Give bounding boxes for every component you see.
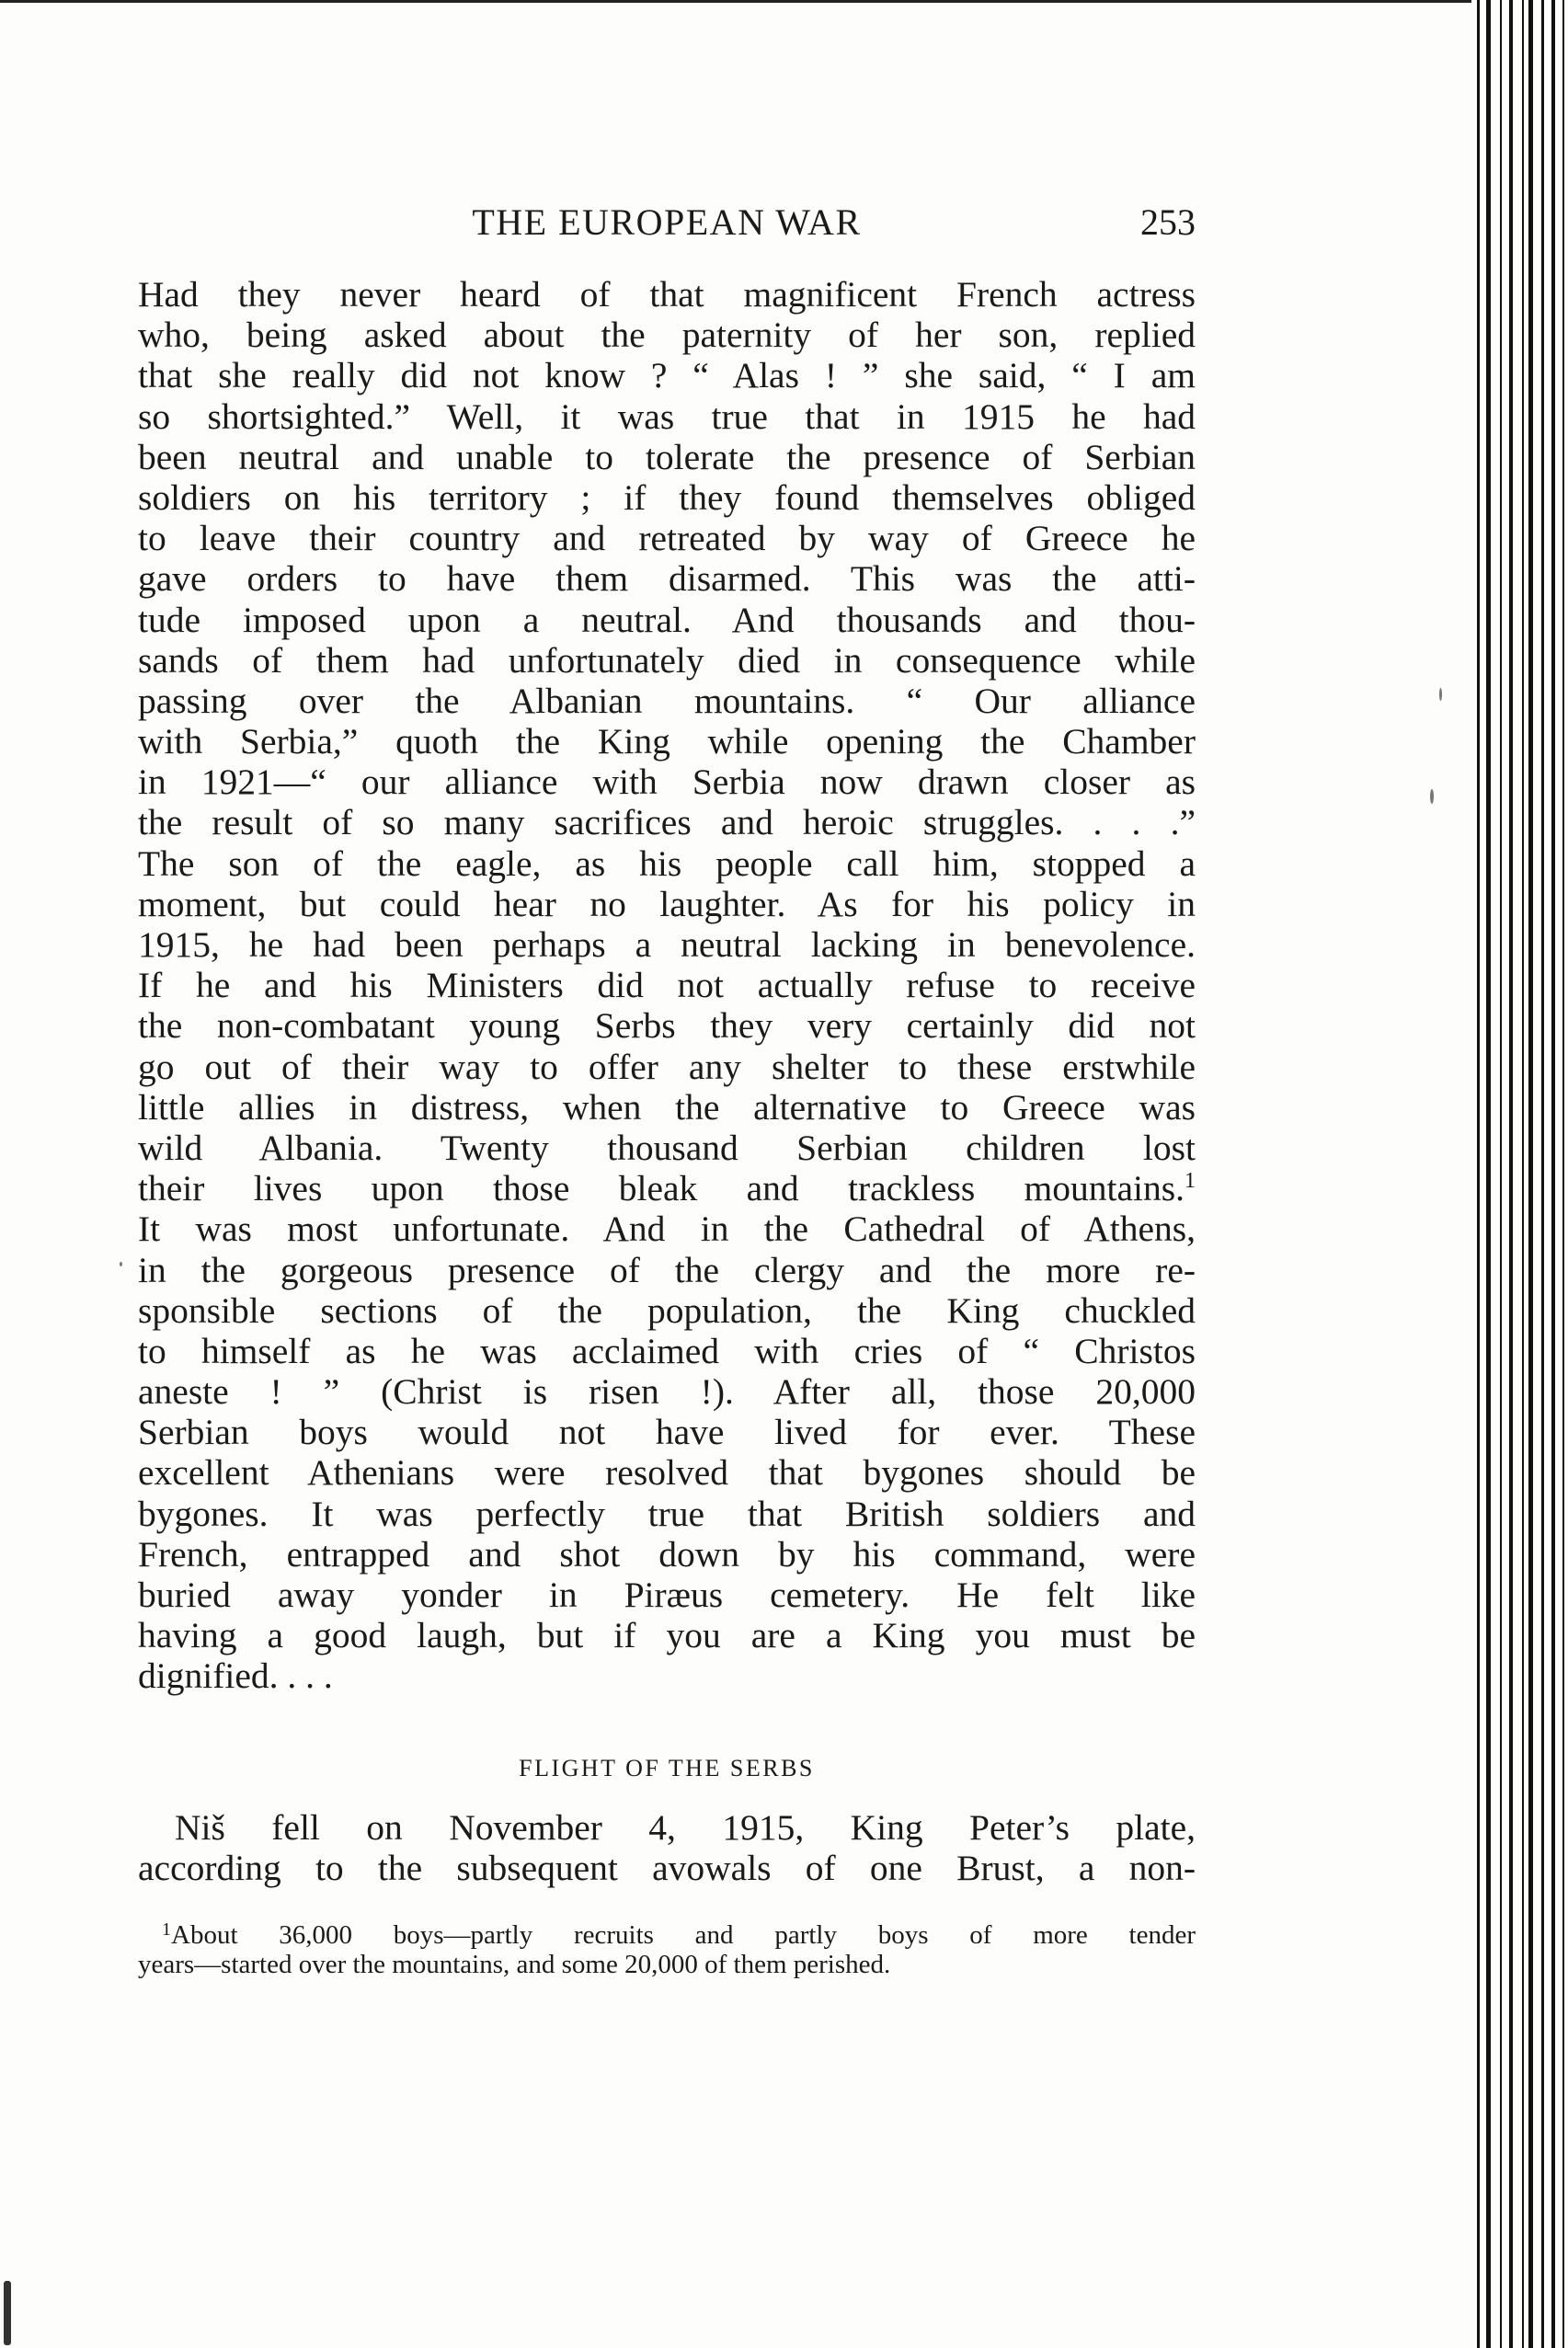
text-line: been neutral and unable to tolerate the presence of Serbian (138, 436, 1196, 477)
text-line: so shortsighted.” Well, it was true that in 1915 he had (138, 395, 1196, 437)
scan-speck (1439, 688, 1442, 701)
section-paragraph (138, 1807, 1196, 1888)
text-line: having a good laugh, but if you are a King you must be (138, 1615, 1196, 1656)
text-line: French, entrapped and shot down by his command, were (138, 1533, 1196, 1575)
text-line: tude imposed upon a neutral. And thousands and thou- (138, 599, 1196, 640)
running-title: THE EUROPEAN WAR (472, 201, 862, 243)
text-line-with-footnote (138, 1168, 1196, 1208)
text-line: aneste ! ” (Christ is risen !). After all, those 20,000 (138, 1371, 1196, 1413)
text-line: according to the subsequent avowals of one Brust, a non- (138, 1848, 1196, 1889)
text-line: with Serbia,” quoth the King while opening the Chamber (138, 721, 1196, 762)
text-line: their lives upon those bleak and trackless mountains. (138, 1168, 1185, 1209)
section-heading: FLIGHT OF THE SERBS (519, 1755, 815, 1781)
text-line: that she really did not know ? “ Alas ! ” she said, “ I am (138, 355, 1196, 396)
text-line: bygones. It was perfectly true that British soldiers and (138, 1493, 1196, 1534)
page-edges (1467, 0, 1568, 2348)
text-line: It was most unfortunate. And in the Cathedral of Athens, (138, 1208, 1196, 1250)
text-line: passing over the Albanian mountains. “ Our alliance (138, 680, 1196, 721)
footnote-reference: 1 (1185, 1169, 1196, 1194)
footnote-marker: 1 (162, 1919, 171, 1940)
text-line: sands of them had unfortunately died in consequence while (138, 639, 1196, 681)
text-line: little allies in distress, when the alternative to Greece was (138, 1086, 1196, 1128)
text-line: to leave their country and retreated by way of Greece he (138, 518, 1196, 559)
text-line: Serbian boys would not have lived for ever. These (138, 1412, 1196, 1453)
text-line: moment, but could hear no laughter. As for his policy in (138, 883, 1196, 924)
scan-top-edge (0, 0, 1471, 3)
text-line: in 1921—“ our alliance with Serbia now drawn closer as (138, 762, 1196, 803)
footnote (138, 1920, 1196, 1979)
text-line: soldiers on his territory ; if they found themselves obliged (138, 476, 1196, 518)
text-line: who, being asked about the paternity of her son, replied (138, 315, 1196, 356)
text-line: 1915, he had been perhaps a neutral lacking in benevolence. (138, 924, 1196, 965)
text-line: dignified. . . . (138, 1655, 333, 1697)
text-line: in the gorgeous presence of the clergy and the more re- (138, 1249, 1196, 1290)
text-line: to himself as he was acclaimed with cries of “ Christos (138, 1330, 1196, 1371)
footnote-line: years—started over the mountains, and some 20,000 of them perished. (138, 1950, 891, 1979)
footnote-text: About 36,000 boys—partly recruits and partly boys of more tender (171, 1920, 1196, 1950)
text-line: excellent Athenians were resolved that bygones should be (138, 1452, 1196, 1494)
text-line: The son of the eagle, as his people call him, stopped a (138, 842, 1196, 884)
page-number: 253 (1140, 201, 1196, 243)
text-line: buried away yonder in Piræus cemetery. He felt like (138, 1575, 1196, 1615)
footnote-line (138, 1920, 1196, 1950)
scan-speck (120, 1262, 122, 1266)
text-line: Niš fell on November 4, 1915, King Peter’s plate, (175, 1807, 1196, 1848)
text-line: gave orders to have them disarmed. This was the atti- (138, 558, 1196, 600)
scan-speck (4, 2281, 11, 2345)
text-line: the result of so many sacrifices and heroic struggles. . . .” (138, 802, 1196, 843)
text-line: Had they never heard of that magnificent French actress (138, 274, 1196, 315)
body-paragraph (138, 274, 1196, 1697)
running-head (138, 200, 1196, 246)
text-line: sponsible sections of the population, the King chuckled (138, 1289, 1196, 1331)
text-line: go out of their way to offer any shelter to these erstwhile (138, 1046, 1196, 1087)
text-line: wild Albania. Twenty thousand Serbian children lost (138, 1127, 1196, 1168)
text-line: the non-combatant young Serbs they very certainly did not (138, 1005, 1196, 1047)
text-line: If he and his Ministers did not actually refuse to receive (138, 965, 1196, 1006)
scan-speck (1430, 789, 1434, 804)
